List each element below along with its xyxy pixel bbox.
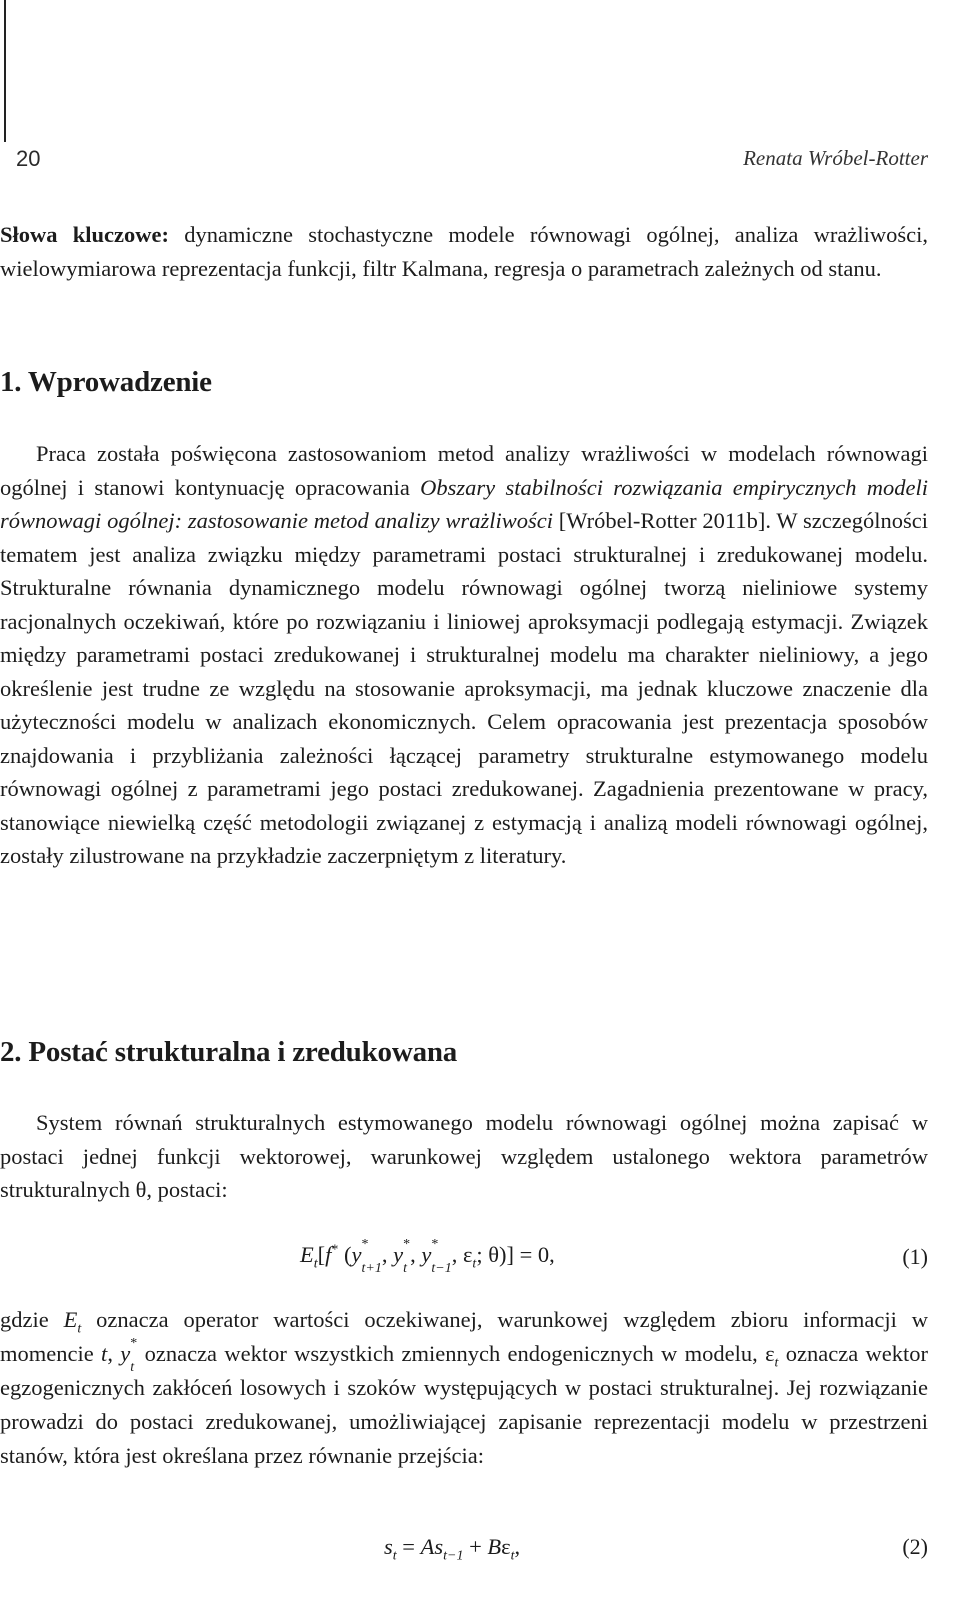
- intro-text-a: Praca została poświęcona zastosowaniom metod analizy wrażliwości w modelach równowagi ogólnej i stanowi kontynuację opracowania: [0, 441, 928, 500]
- operator-E: E: [63, 1307, 78, 1332]
- variable-y: y: [120, 1341, 131, 1366]
- structural-system-paragraph: System równań strukturalnych estymowanego modelu równowagi ogólnej można zapisać w postaci jednej funkcji wektorowej, warunkowej względem ustalonego wektora parametrów strukturalnych θ, postaci:: [0, 1110, 928, 1202]
- equation-1: [0, 1238, 928, 1278]
- equation-2-formula: $s_t = As_{t-1} + B\varepsilon_t$,: [384, 1534, 521, 1564]
- equation-1-number: (1): [902, 1244, 928, 1269]
- intro-text-b: [Wróbel-Rotter 2011b]. W szczególności tematem jest analiza związku między parametrami postaci strukturalnej i zredukowanej modelu. Strukturalne równania dynamicznego modelu równowagi ogólnej tworzą nieliniowe systemy racjonalnych oczekiwań, które po rozwiązaniu i liniowej aproksymacji podlegają estymacji. Związek między parametrami postaci zredukowanej i strukturalnej modelu ma charakter nieliniowy, a jego określenie jest trudne ze względu na stosowanie aproksymacji, ma jednak kluczowe znaczenie dla użyteczności modelu w analizach ekonomicznych. Celem opracowania jest prezentacja sposobów znajdowania i przybliżania zależności łączącej parametry strukturalne estymowanego modelu równowagi ogólnej z parametrami jego postaci zredukowanej. Zagadnienia prezentowane w pracy, stanowiące niewielką część metodologii związanej z estymacją i analizą modeli równowagi ogólnej, zostały zilustrowane na przykładzie zaczerpniętym z literatury.: [0, 508, 928, 868]
- introduction-paragraph: [0, 437, 928, 873]
- page-number: 20: [16, 146, 41, 171]
- intro-cited-title: Obszary stabilności rozwiązania empirycznych modeli równowagi ogólnej: zastosowanie metod analizy wrażliwości: [0, 474, 928, 533]
- variable-epsilon: ε: [765, 1341, 775, 1366]
- keywords-label: Słowa kluczowe:: [0, 222, 169, 247]
- keywords-paragraph: [0, 218, 928, 285]
- definitions-paragraph: gdzie $E_t$ oznacza operator wartości oczekiwanej, warunkowej względem zbioru informacji w momencie t, y * t oznacza wektor wszystkich zmiennych endogenicznych w modelu, $\varepsilon_t$ oznacza wektor egzogenicznych zakłóceń losowych i szoków występujących w postaci strukturalnej. Jej rozwiązanie prowadzi do postaci zredukowanej, umożliwiającej zapisanie reprezentacji modelu w przestrzeni stanów, która jest określana przez równanie przejścia:: [0, 1307, 928, 1468]
- section-heading-introduction: 1. Wprowadzenie: [0, 366, 212, 398]
- equation-2-number: (2): [902, 1534, 928, 1559]
- section-heading-structural-form: 2. Postać strukturalna i zredukowana: [0, 1036, 458, 1068]
- margin-rule: [4, 0, 6, 142]
- running-head-author: Renata Wróbel-Rotter: [743, 146, 928, 170]
- equation-2: [0, 1528, 928, 1568]
- keywords-text: dynamiczne stochastyczne modele równowagi ogólnej, analiza wrażliwości, wielowymiarowa reprezentacja funkcji, filtr Kalmana, regresja o parametrach zależnych od stanu.: [0, 222, 928, 281]
- equation-1-formula: $E_t[f^*$ (y * t+1 , y * t , y * t−1 , $\varepsilon_t$; θ)] = 0,: [300, 1236, 555, 1276]
